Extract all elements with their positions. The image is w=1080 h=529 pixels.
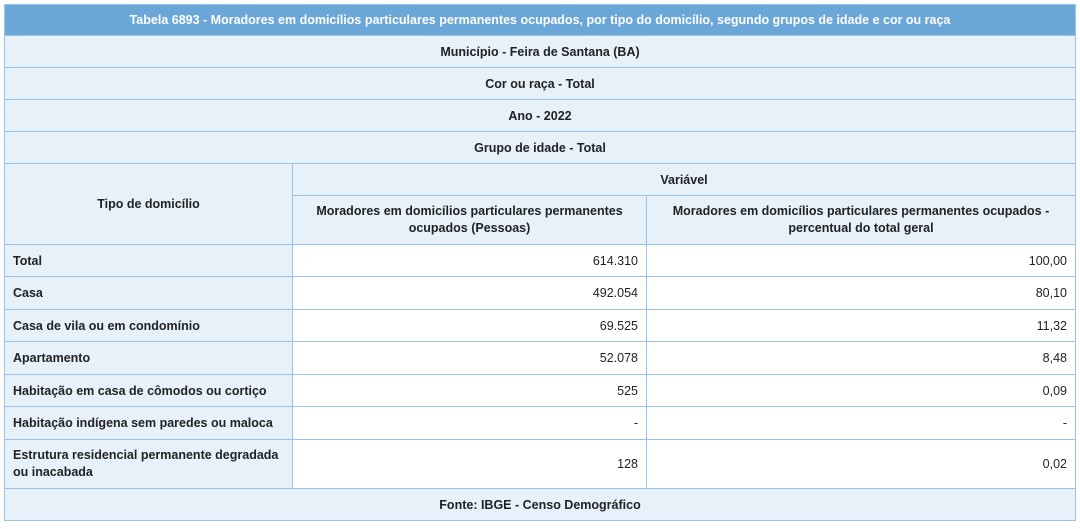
- cell-percentual: 100,00: [647, 245, 1076, 277]
- cell-percentual: 11,32: [647, 310, 1076, 342]
- table-row: [5, 277, 1076, 310]
- table-title: Tabela 6893 - Moradores em domicílios particulares permanentes ocupados, por tipo do domicílio, segundo grupos de idade e cor ou raça: [5, 5, 1076, 36]
- row-label: Estrutura residencial permanente degradada ou inacabada: [5, 440, 293, 489]
- row-label: Habitação indígena sem paredes ou maloca: [5, 407, 293, 440]
- row-label: Casa de vila ou em condomínio: [5, 310, 293, 342]
- cell-percentual: 8,48: [647, 342, 1076, 375]
- cell-pessoas: 69.525: [293, 310, 647, 342]
- cell-pessoas: 492.054: [293, 277, 647, 310]
- filter-row: [5, 36, 1076, 68]
- table-row: [5, 375, 1076, 407]
- cell-pessoas: 614.310: [293, 245, 647, 277]
- cell-percentual: 80,10: [647, 277, 1076, 310]
- filter-row: [5, 68, 1076, 100]
- title-row: [5, 5, 1076, 36]
- table-row: [5, 245, 1076, 277]
- row-label: Total: [5, 245, 293, 277]
- filter-row: [5, 100, 1076, 132]
- column-header-pessoas: Moradores em domicílios particulares permanentes ocupados (Pessoas): [293, 196, 647, 245]
- cell-pessoas: 128: [293, 440, 647, 489]
- cell-pessoas: 52.078: [293, 342, 647, 375]
- filter-municipio: Município - Feira de Santana (BA): [5, 36, 1076, 68]
- table-footer-source: Fonte: IBGE - Censo Demográfico: [5, 489, 1076, 521]
- row-label: Habitação em casa de cômodos ou cortiço: [5, 375, 293, 407]
- column-header-percentual: Moradores em domicílios particulares permanentes ocupados - percentual do total geral: [647, 196, 1076, 245]
- cell-percentual: 0,02: [647, 440, 1076, 489]
- filter-row: [5, 132, 1076, 164]
- row-header: Tipo de domicílio: [5, 164, 293, 245]
- cell-pessoas: -: [293, 407, 647, 440]
- filter-grupo-idade: Grupo de idade - Total: [5, 132, 1076, 164]
- data-table: [4, 4, 1076, 521]
- header-row: [5, 164, 1076, 196]
- cell-percentual: 0,09: [647, 375, 1076, 407]
- row-label: Casa: [5, 277, 293, 310]
- filter-ano: Ano - 2022: [5, 100, 1076, 132]
- table-row: [5, 310, 1076, 342]
- filter-cor-raca: Cor ou raça - Total: [5, 68, 1076, 100]
- row-label: Apartamento: [5, 342, 293, 375]
- table-row: [5, 342, 1076, 375]
- table-row: [5, 440, 1076, 489]
- variable-header: Variável: [293, 164, 1076, 196]
- table-row: [5, 407, 1076, 440]
- cell-pessoas: 525: [293, 375, 647, 407]
- footer-row: [5, 489, 1076, 521]
- cell-percentual: -: [647, 407, 1076, 440]
